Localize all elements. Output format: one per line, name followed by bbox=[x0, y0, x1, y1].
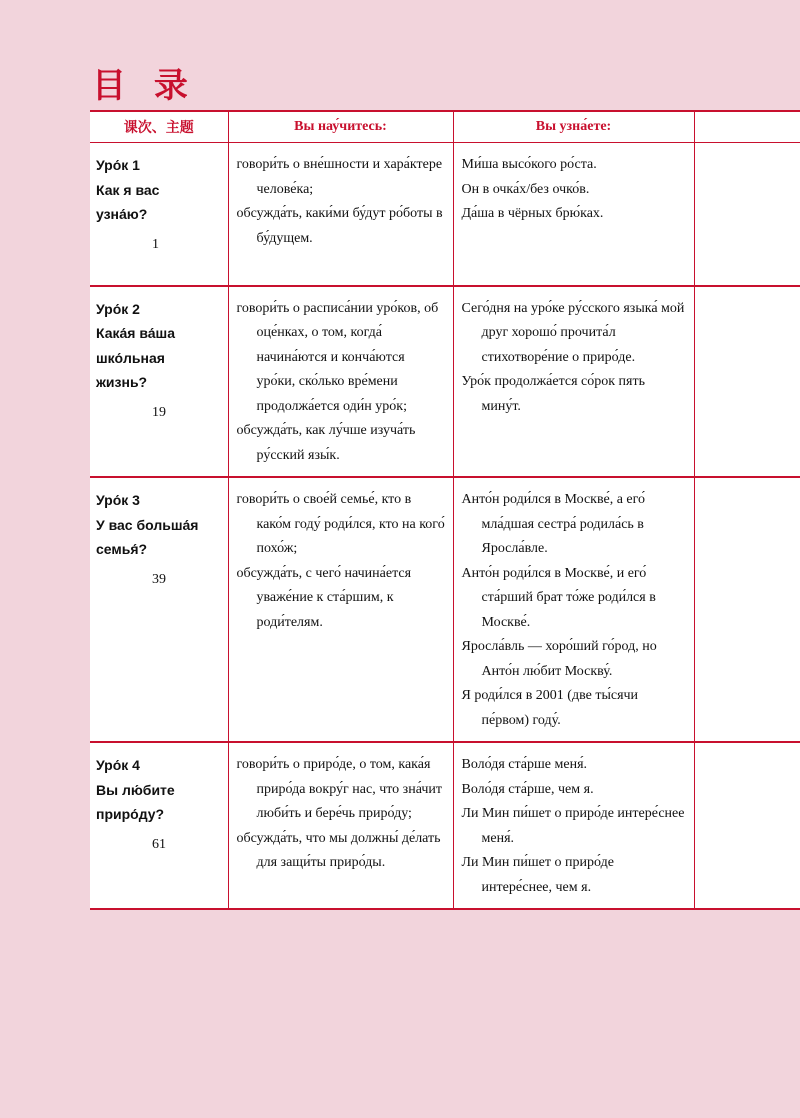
lesson-topic: Вы лю́бите bbox=[96, 781, 175, 798]
lesson-topic: семья́? bbox=[96, 541, 148, 557]
learn-item: говори́ть о приро́де, о том, кака́я приро́да вокру́г нас, что зна́чит люби́ть и бере́чь приро́ду; bbox=[236, 757, 443, 821]
contents-table-sheet bbox=[90, 110, 800, 910]
lesson-page-number: 19 bbox=[152, 404, 166, 420]
header-you-will-learn-to: Вы нау́читесь: bbox=[228, 112, 453, 143]
lesson-page-number: 1 bbox=[152, 236, 159, 252]
header-empty bbox=[694, 112, 800, 143]
header-lesson-topic: 课次、主题 bbox=[90, 112, 228, 143]
lesson-topic: Кака́я ва́ша bbox=[96, 325, 176, 341]
header-you-will-know: Вы узна́ете: bbox=[453, 112, 694, 143]
know-item: Ли Мин пи́шет о приро́де интере́снее, чем я. bbox=[461, 855, 614, 895]
learn-item: говори́ть о расписа́нии уро́ков, об оце́нках, о том, когда́ начина́ются и конча́ются уро́ки, ско́лько вре́мени продолжа́ется оди́н уро́к; bbox=[236, 300, 439, 414]
empty-cell bbox=[694, 477, 800, 742]
table-row bbox=[90, 143, 800, 286]
learn-cell bbox=[228, 286, 453, 478]
empty-cell bbox=[694, 286, 800, 478]
lesson-topic: Как я вас bbox=[96, 181, 160, 198]
learn-item: обсужда́ть, с чего́ начина́ется уваже́ние к ста́ршим, к роди́телям. bbox=[236, 565, 412, 630]
empty-cell bbox=[694, 742, 800, 908]
lesson-topic: узна́ю? bbox=[96, 206, 148, 222]
table-row bbox=[90, 477, 800, 742]
know-item: Яросла́вль — хоро́ший го́род, но Анто́н лю́бит Москву́. bbox=[461, 639, 657, 679]
lesson-cell bbox=[90, 286, 228, 478]
page-title: 目 录 bbox=[92, 66, 196, 106]
lesson-cell bbox=[90, 143, 228, 286]
know-item: Ли Мин пи́шет о приро́де интере́снее меня́. bbox=[461, 806, 685, 846]
lesson-page-number: 39 bbox=[152, 571, 166, 587]
know-item: Он в очка́х/без очко́в. bbox=[461, 181, 590, 197]
lesson-number: Уро́к 2 bbox=[96, 300, 140, 317]
lesson-topic: приро́ду? bbox=[96, 806, 165, 822]
learn-item: говори́ть о свое́й семье́, кто в како́м году́ роди́лся, кто на кого́ похо́ж; bbox=[236, 492, 445, 556]
lesson-number: Уро́к 1 bbox=[96, 157, 140, 173]
learn-item: говори́ть о вне́шности и хара́ктере челове́ка; bbox=[236, 157, 443, 197]
lesson-topic: жизнь? bbox=[96, 374, 148, 390]
know-cell bbox=[453, 742, 694, 908]
know-item: Ми́ша высо́кого ро́ста. bbox=[461, 157, 597, 172]
lesson-number: Уро́к 4 bbox=[96, 757, 140, 773]
learn-item: обсужда́ть, как лу́чше изуча́ть ру́сский язы́к. bbox=[236, 423, 416, 463]
table-row bbox=[90, 742, 800, 908]
know-cell bbox=[453, 477, 694, 742]
lesson-cell bbox=[90, 477, 228, 742]
lesson-topic: У вас больша́я bbox=[96, 516, 199, 533]
know-item: Уро́к продолжа́ется со́рок пять мину́т. bbox=[461, 374, 645, 414]
know-item: Сего́дня на уро́ке ру́сского языка́ мой друг хорошо́ прочита́л стихотворе́ние о приро́де. bbox=[461, 300, 685, 365]
lesson-topic: шко́льная bbox=[96, 349, 165, 366]
know-item: Анто́н роди́лся в Москве́, а его́ мла́дшая сестра́ родила́сь в Яросла́вле. bbox=[461, 492, 646, 556]
table-header-row bbox=[90, 112, 800, 143]
learn-item: обсужда́ть, каки́ми бу́дут ро́боты в бу́дущем. bbox=[236, 206, 443, 246]
know-item: Я роди́лся в 2001 (две ты́сячи пе́рвом) году́. bbox=[461, 688, 639, 728]
learn-item: обсужда́ть, что мы должны́ де́лать для защи́ты приро́ды. bbox=[236, 830, 441, 870]
learn-cell bbox=[228, 143, 453, 286]
know-item: Воло́дя ста́рше меня́. bbox=[461, 757, 588, 772]
know-item: Да́ша в чёрных брю́ках. bbox=[461, 206, 604, 221]
contents-table bbox=[90, 112, 800, 908]
lesson-page-number: 61 bbox=[152, 836, 166, 852]
know-cell bbox=[453, 143, 694, 286]
know-cell bbox=[453, 286, 694, 478]
know-item: Воло́дя ста́рше, чем я. bbox=[461, 781, 594, 797]
empty-cell bbox=[694, 143, 800, 286]
know-item: Анто́н роди́лся в Москве́, и его́ ста́рший брат то́же роди́лся в Москве́. bbox=[461, 565, 656, 630]
lesson-cell bbox=[90, 742, 228, 908]
learn-cell bbox=[228, 742, 453, 908]
table-row bbox=[90, 286, 800, 478]
learn-cell bbox=[228, 477, 453, 742]
lesson-number: Уро́к 3 bbox=[96, 492, 140, 508]
